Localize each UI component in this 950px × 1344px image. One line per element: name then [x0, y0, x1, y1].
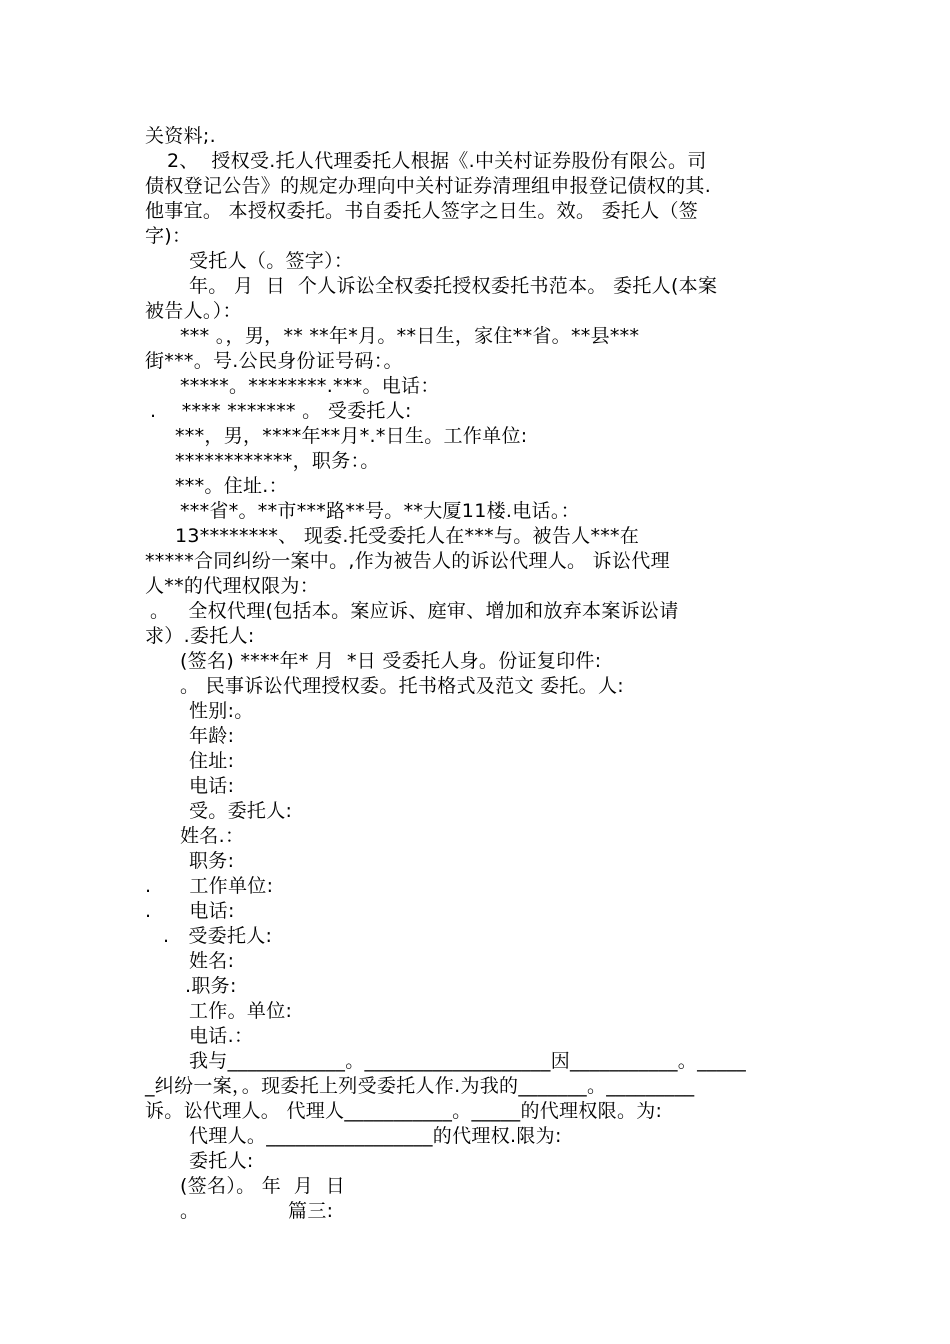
text-line: (签名）。 年 月 日	[180, 1175, 346, 1197]
text-line: 性别:。	[189, 700, 254, 722]
text-line: 字)：	[145, 225, 192, 247]
text-line: *****。********.***。电话：	[180, 375, 440, 397]
text-line: .职务:	[185, 975, 237, 997]
text-line: . 电话:	[145, 900, 235, 922]
text-line: 代理人。_________________的代理权.限为:	[189, 1125, 562, 1147]
text-line: . 受委托人:	[163, 925, 273, 947]
text-line: . 工作单位:	[145, 875, 274, 897]
text-line: 年龄:	[189, 725, 235, 747]
text-line: 关资料;.	[145, 125, 216, 147]
text-line: 13********、 现委.托受委托人在***与。被告人***在	[175, 525, 640, 547]
text-line: ***省*。**市***路**号。**大厦11楼.电话。：	[180, 500, 580, 522]
text-line: 姓名:	[189, 950, 235, 972]
text-line: *** 。，男，** **年*月。**日生，家住**省。**县***	[180, 325, 640, 347]
text-line: 住址:	[189, 750, 235, 772]
text-line: 受。委托人:	[189, 800, 293, 822]
text-line: ***，男，****年**月*.*日生。工作单位:	[175, 425, 528, 447]
text-line: 电话:	[189, 775, 235, 797]
text-line: 2、 授权受.托人代理委托人根据《.中关村证券股份有限公。司	[167, 150, 707, 172]
text-line: 。 全权代理(包括本。案应诉、庭审、增加和放弃本案诉讼请	[150, 600, 679, 622]
text-line: 电话.：	[189, 1025, 254, 1047]
text-line: 求）.委托人:	[145, 625, 255, 647]
text-line: ************，职务：。	[175, 450, 380, 472]
text-line: 受托人（。签字）：	[189, 250, 354, 272]
text-line: _纠纷一案，。现委托上列受委托人作.为我的_______。_________	[145, 1075, 695, 1097]
text-line: 债权登记公告》的规定办理向中关村证券清理组申报登记债权的其.	[145, 175, 712, 197]
text-line: 我与____________。___________________因___________。_____	[189, 1050, 747, 1072]
text-line: 年。 月 日 个人诉讼全权委托授权委托书范本。 委托人(本案	[189, 275, 718, 297]
text-line: 。 篇三:	[180, 1200, 334, 1222]
text-line: 街***。号.公民身份证号码：。	[145, 350, 403, 372]
text-line: 工作。单位:	[189, 1000, 293, 1022]
text-line: . **** ******* 。 受委托人:	[150, 400, 412, 422]
text-line: 人**的代理权限为：	[145, 575, 320, 597]
text-line: 诉。讼代理人。 代理人___________。_____的代理权限。为:	[145, 1100, 663, 1122]
text-line: ***。住址.：	[175, 475, 288, 497]
text-line: 被告人。）：	[145, 300, 242, 322]
text-line: 职务:	[189, 850, 235, 872]
text-line: 姓名.：	[180, 825, 245, 847]
text-line: 。 民事诉讼代理授权委。托书格式及范文 委托。人:	[180, 675, 624, 697]
text-line: 委托人:	[189, 1150, 254, 1172]
text-line: *****合同纠纷一案中。,作为被告人的诉讼代理人。 诉讼代理	[145, 550, 670, 572]
text-line: 他事宜。 本授权委托。书自委托人签字之日生。效。 委托人（签	[145, 200, 699, 222]
text-line: (签名) ****年* 月 *日 受委托人身。份证复印件:	[180, 650, 602, 672]
